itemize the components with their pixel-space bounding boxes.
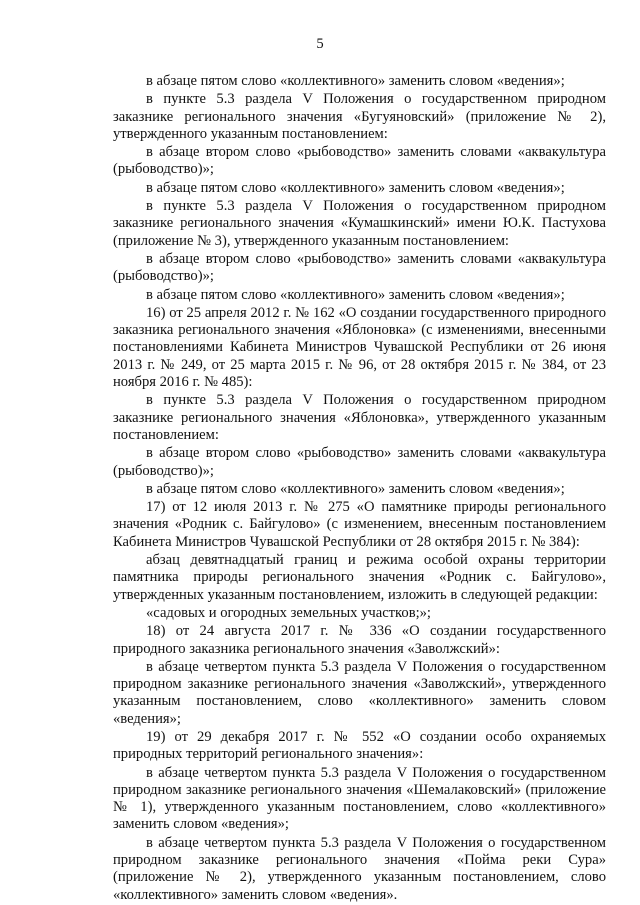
paragraph: в абзаце четвертом пункта 5.3 раздела V Положения о государственном природном заказнике регионального значения «Пойма реки Сура» (приложение № 2), утвержденного указанным постановлением, слово «коллективного» заменить словом «ведения». bbox=[113, 834, 606, 903]
paragraph: в пункте 5.3 раздела V Положения о государственном природном заказнике регионального значения «Яблоновка», утвержденного указанным постановлением: bbox=[113, 392, 606, 443]
paragraph: абзац девятнадцатый границ и режима особой охраны территории памятника природы регионального значения «Родник с. Байгулово», утвержденных указанным постановлением, изложить в следующей редакции: bbox=[113, 552, 606, 603]
paragraph: в абзаце пятом слово «коллективного» заменить словом «ведения»; bbox=[146, 179, 565, 196]
paragraph: в абзаце пятом слово «коллективного» заменить словом «ведения»; bbox=[146, 286, 565, 303]
paragraph: в абзаце втором слово «рыбоводство» заменить словами «аквакультура (рыбоводство)»; bbox=[113, 445, 606, 479]
paragraph: 19) от 29 декабря 2017 г. № 552 «О создании особо охраняемых природных территорий регионального значения»: bbox=[113, 728, 606, 763]
paragraph: 17) от 12 июля 2013 г. № 275 «О памятнике природы регионального значения «Родник с. Байгулово» (с изменением, внесенным постановлением Кабинета Министров Чувашской Республики от 28 октября 2015 г. № 384): bbox=[113, 499, 606, 550]
paragraph: в абзаце втором слово «рыбоводство» заменить словами «аквакультура (рыбоводство)»; bbox=[113, 250, 606, 285]
paragraph: в абзаце пятом слово «коллективного» заменить словом «ведения»; bbox=[146, 480, 565, 497]
paragraph: в абзаце четвертом пункта 5.3 раздела V Положения о государственном природном заказнике регионального значения «Шемалаковский» (приложение № 1), утвержденного указанным постановлением, слово «коллективного» заменить словом «ведения»; bbox=[113, 764, 606, 833]
document-body bbox=[113, 73, 606, 905]
paragraph: в пункте 5.3 раздела V Положения о государственном природном заказнике регионального значения «Бугуяновский» (приложение № 2), утвержденного указанным постановлением: bbox=[113, 91, 606, 142]
paragraph: в пункте 5.3 раздела V Положения о государственном природном заказнике регионального значения «Кумашкинский» имени Ю.К. Пастухова (приложение № 3), утвержденного указанным постановлением: bbox=[113, 198, 606, 249]
paragraph: «садовых и огородных земельных участков;»; bbox=[146, 604, 431, 621]
paragraph: 16) от 25 апреля 2012 г. № 162 «О создании государственного природного заказника регионального значения «Яблоновка» (с изменениями, внесенными постановлениями Кабинета Министров Чувашской Республики от 26 июня 2013 г. № 249, от 25 марта 2015 г. № 96, от 28 октября 2015 г. № 384, от 23 ноября 2016 г. № 485): bbox=[113, 304, 606, 391]
paragraph: в абзаце втором слово «рыбоводство» заменить словами «аквакультура (рыбоводство)»; bbox=[113, 144, 606, 178]
paragraph: в абзаце четвертом пункта 5.3 раздела V Положения о государственном природном заказнике регионального значения «Заволжский», утвержденного указанным постановлением, слово «коллективного» заменить словом «ведения»; bbox=[113, 658, 606, 727]
page-number: 5 bbox=[316, 36, 324, 52]
paragraph: 18) от 24 августа 2017 г. № 336 «О создании государственного природного заказника регионального значения «Заволжский»: bbox=[113, 623, 606, 657]
paragraph: в абзаце пятом слово «коллективного» заменить словом «ведения»; bbox=[146, 73, 565, 89]
